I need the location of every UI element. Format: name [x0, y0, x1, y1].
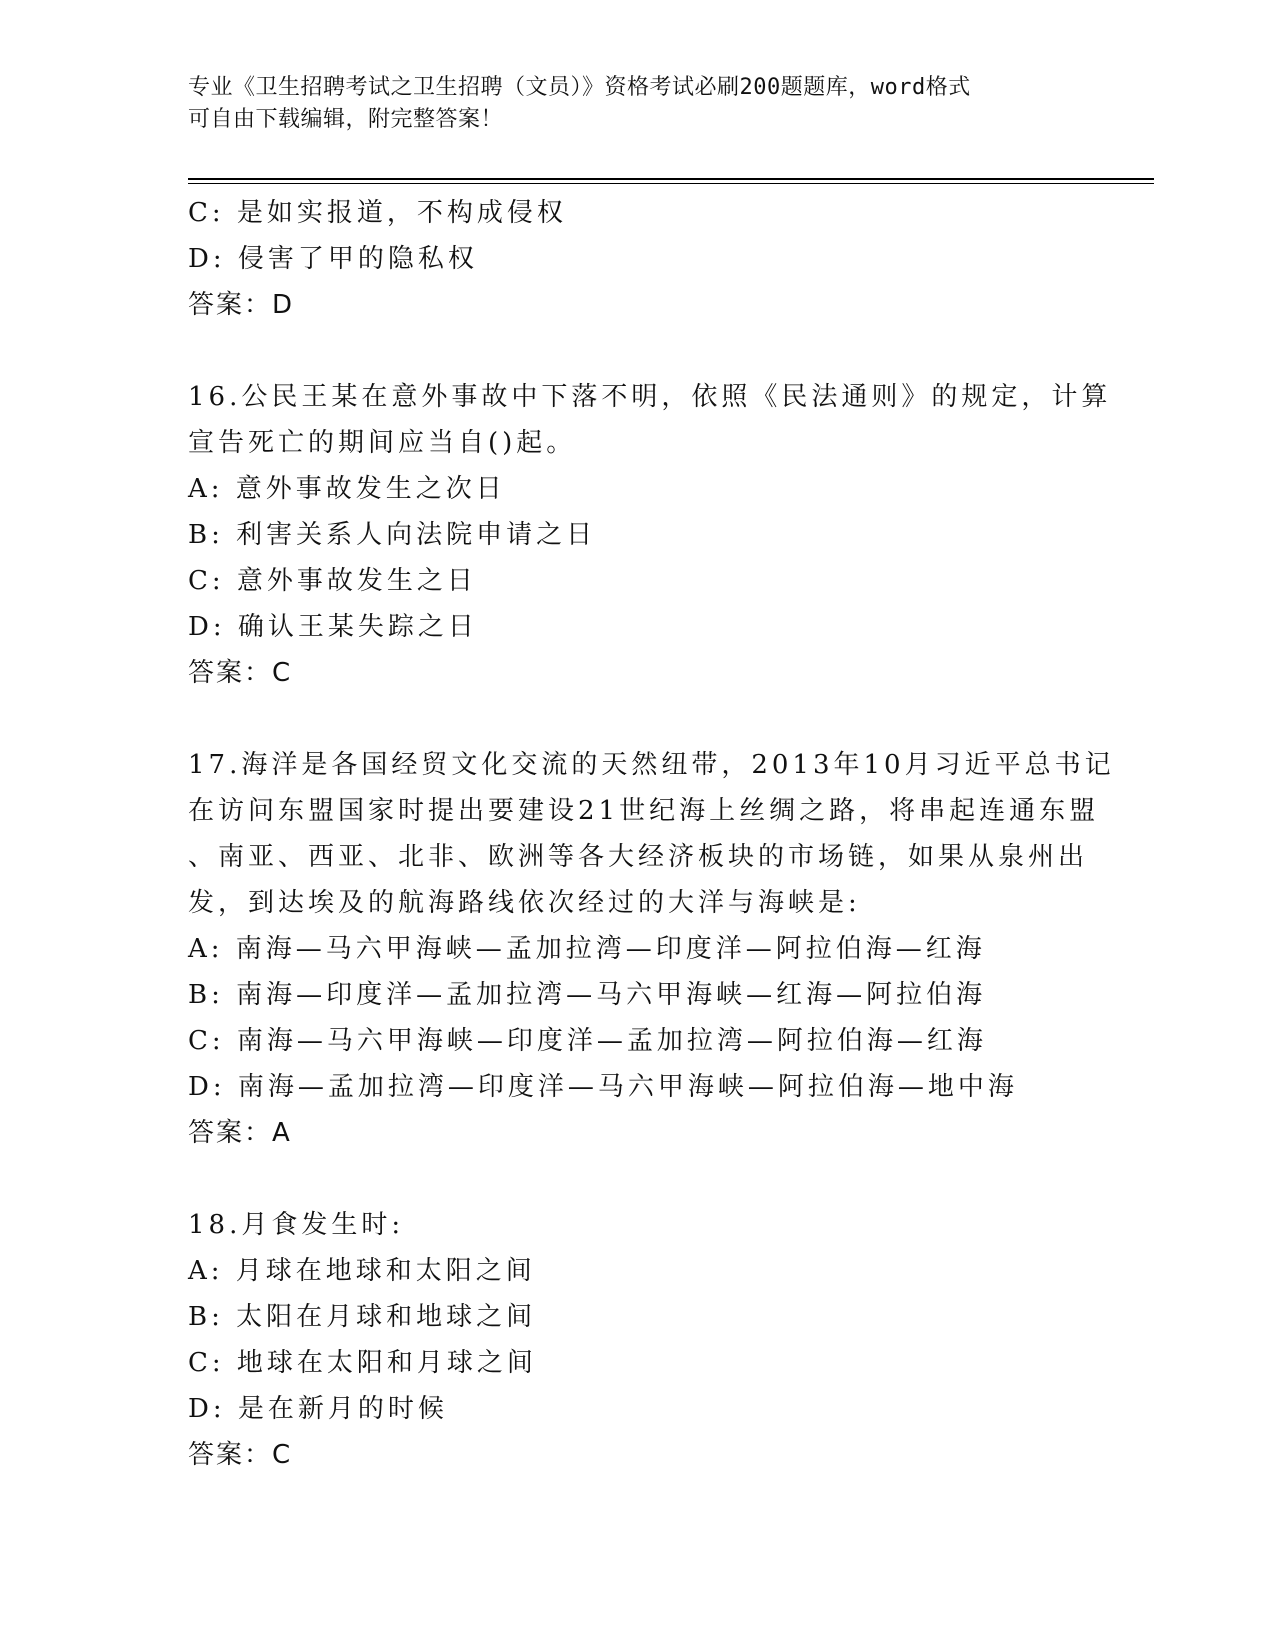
option-c: C: 是如实报道，不构成侵权 [188, 198, 567, 228]
question-stem: 16.公民王某在意外事故中下落不明，依照《民法通则》的规定，计算 [188, 382, 1112, 412]
option-a: A: 意外事故发生之次日 [188, 474, 506, 504]
question-stem: 宣告死亡的期间应当自()起。 [188, 428, 577, 458]
spacer [188, 696, 1088, 742]
question-stem: 、南亚、西亚、北非、欧洲等各大经济板块的市场链，如果从泉州出 [188, 842, 1089, 872]
header-line-2: 可自由下载编辑，附完整答案！ [188, 107, 504, 132]
option-d: D: 是在新月的时候 [188, 1394, 448, 1424]
header-line-1: 专业《卫生招聘考试之卫生招聘（文员）》资格考试必刷200题题库，word格式 [188, 75, 971, 100]
page-header [188, 72, 1088, 136]
question-stem: 在访问东盟国家时提出要建设21世纪海上丝绸之路，将串起连通东盟 [188, 796, 1100, 826]
option-b: B: 太阳在月球和地球之间 [188, 1302, 537, 1332]
option-a: A: 南海—马六甲海峡—孟加拉湾—印度洋—阿拉伯海—红海 [188, 934, 986, 964]
option-d: D: 南海—孟加拉湾—印度洋—马六甲海峡—阿拉伯海—地中海 [188, 1072, 1018, 1102]
option-c: C: 意外事故发生之日 [188, 566, 477, 596]
document-body [188, 190, 1115, 1478]
option-a: A: 月球在地球和太阳之间 [188, 1256, 536, 1286]
option-c: C: 南海—马六甲海峡—印度洋—孟加拉湾—阿拉伯海—红海 [188, 1026, 987, 1056]
answer-line: 答案：A [188, 1118, 292, 1148]
spacer [188, 1156, 1088, 1202]
option-d: D: 侵害了甲的隐私权 [188, 244, 478, 274]
option-b: B: 南海—印度洋—孟加拉湾—马六甲海峡—红海—阿拉伯海 [188, 980, 987, 1010]
question-15-continued [188, 190, 1088, 328]
question-16 [188, 374, 1112, 696]
option-b: B: 利害关系人向法院申请之日 [188, 520, 597, 550]
question-stem: 发，到达埃及的航海路线依次经过的大洋与海峡是: [188, 888, 861, 918]
answer-line: 答案：C [188, 1440, 293, 1470]
answer-line: 答案：C [188, 658, 293, 688]
question-stem: 17.海洋是各国经贸文化交流的天然纽带，2013年10月习近平总书记 [188, 750, 1115, 780]
answer-line: 答案：D [188, 290, 295, 320]
header-divider-thick [188, 178, 1154, 180]
option-c: C: 地球在太阳和月球之间 [188, 1348, 537, 1378]
option-d: D: 确认王某失踪之日 [188, 612, 478, 642]
question-18 [188, 1202, 1088, 1478]
question-17 [188, 742, 1115, 1156]
question-stem: 18.月食发生时: [188, 1210, 405, 1240]
spacer [188, 328, 1088, 374]
header-divider-thin [188, 183, 1154, 184]
